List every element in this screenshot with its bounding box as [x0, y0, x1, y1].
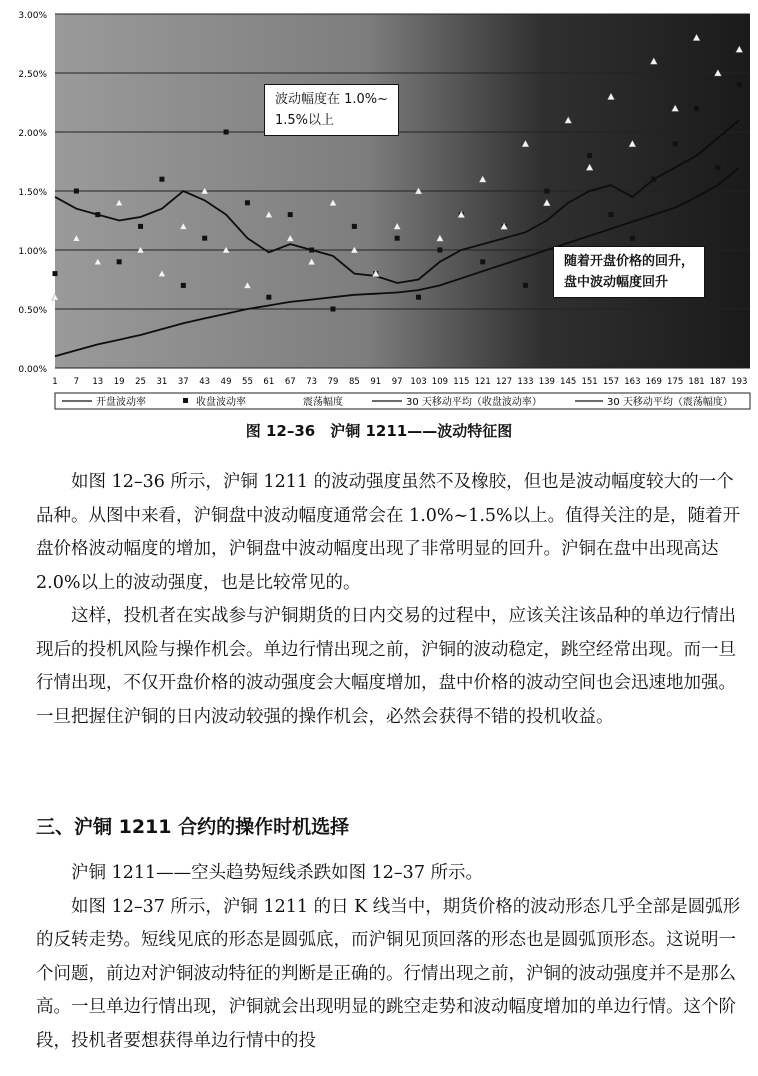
- close-volatility-point: [651, 177, 656, 182]
- paragraph: 沪铜 1211——空头趋势短线杀跌如图 12–37 所示。: [71, 863, 484, 883]
- body-section-2: [36, 857, 744, 1058]
- legend-range: 震荡幅度: [303, 397, 343, 408]
- paragraph: 如图 12–36 所示，沪铜 1211 的波动强度虽然不及橡胶，但也是波动幅度较大的一个品种。从图中来看，沪铜盘中波动幅度通常会在 1.0%~1.5%以上。值得关注的是，随着开盘价格波动幅度的增加，沪铜盘中波动幅度出现了非常明显的回升。沪铜在盘中出现高达 2.0%以上的波动强度，也是比较常见的。: [36, 472, 741, 593]
- y-tick-label: 0.50%: [18, 306, 47, 316]
- y-tick-label: 0.00%: [18, 365, 47, 375]
- x-tick-label: 79: [327, 377, 339, 387]
- x-tick-label: 115: [453, 377, 470, 387]
- y-tick-label: 2.00%: [18, 129, 47, 139]
- x-tick-label: 85: [348, 377, 360, 387]
- x-axis-ticks: [52, 377, 747, 387]
- paragraph: 如图 12–37 所示，沪铜 1211 的日 K 线当中，期货价格的波动形态几乎全部是圆弧形的反转走势。短线见底的形态是圆弧底，而沪铜见顶回落的形态也是圆弧顶形态。这说明一个问题，前边对沪铜波动特征的判断是正确的。行情出现之前，沪铜的波动强度并不是那么高。一旦单边行情出现，沪铜就会出现明显的跳空走势和波动幅度增加的单边行情。这个阶段，投机者要想获得单边行情中的投: [36, 896, 741, 1051]
- close-volatility-point: [352, 224, 357, 229]
- y-tick-label: 2.50%: [18, 70, 47, 80]
- close-volatility-point: [266, 295, 271, 300]
- x-tick-label: 31: [156, 377, 168, 387]
- x-tick-label: 1: [52, 377, 58, 387]
- close-volatility-point: [309, 248, 314, 253]
- legend-ma-close: 30 天移动平均（收盘波动率）: [406, 397, 542, 408]
- x-tick-label: 121: [474, 377, 491, 387]
- close-volatility-point: [587, 153, 592, 158]
- close-volatility-point: [224, 130, 229, 135]
- close-volatility-point: [416, 295, 421, 300]
- x-tick-label: 43: [199, 377, 211, 387]
- close-volatility-point: [202, 236, 207, 241]
- close-volatility-point: [395, 236, 400, 241]
- close-volatility-point: [480, 259, 485, 264]
- x-tick-label: 73: [306, 377, 318, 387]
- x-tick-label: 151: [581, 377, 598, 387]
- close-volatility-point: [288, 212, 293, 217]
- paragraph: 这样，投机者在实战参与沪铜期货的日内交易的过程中，应该关注该品种的单边行情出现后的投机风险与操作机会。单边行情出现之前，沪铜的波动稳定，跳空经常出现。而一旦行情出现，不仅开盘价格的波动强度会大幅度增加，盘中价格的波动空间也会迅速地加强。一旦把握住沪铜的日内波动较强的操作机会，必然会获得不错的投机收益。: [36, 606, 736, 727]
- close-volatility-point: [245, 200, 250, 205]
- x-tick-label: 97: [391, 377, 403, 387]
- x-tick-label: 163: [624, 377, 641, 387]
- close-volatility-point: [737, 82, 742, 87]
- x-tick-label: 103: [410, 377, 427, 387]
- legend-ma-range: 30 天移动平均（震荡幅度）: [607, 397, 733, 408]
- x-tick-label: 19: [113, 377, 125, 387]
- y-tick-label: 1.00%: [18, 247, 47, 257]
- close-volatility-point: [95, 212, 100, 217]
- x-tick-label: 49: [220, 377, 232, 387]
- x-tick-label: 175: [667, 377, 684, 387]
- x-tick-label: 139: [538, 377, 555, 387]
- x-tick-label: 55: [242, 377, 253, 387]
- x-tick-label: 61: [263, 377, 275, 387]
- x-tick-label: 187: [709, 377, 727, 387]
- close-volatility-point: [609, 212, 614, 217]
- legend-open: 开盘波动率: [96, 397, 146, 408]
- annotation-amplitude: 波动幅度在 1.0%~ 1.5%以上: [264, 84, 399, 136]
- x-tick-label: 91: [370, 377, 382, 387]
- x-tick-label: 193: [731, 377, 748, 387]
- close-volatility-point: [630, 236, 635, 241]
- x-tick-label: 109: [431, 377, 449, 387]
- close-volatility-point: [331, 307, 336, 312]
- figure-caption: 图 12–36 沪铜 1211——波动特征图: [245, 422, 513, 440]
- close-volatility-point: [181, 283, 186, 288]
- x-tick-label: 13: [92, 377, 104, 387]
- legend-close: 收盘波动率: [196, 397, 246, 408]
- x-tick-label: 25: [135, 377, 146, 387]
- close-volatility-point: [523, 283, 528, 288]
- x-tick-label: 169: [645, 377, 662, 387]
- legend: [55, 393, 750, 409]
- x-tick-label: 181: [688, 377, 705, 387]
- close-volatility-point: [53, 271, 58, 276]
- close-volatility-point: [715, 165, 720, 170]
- close-volatility-point: [74, 189, 79, 194]
- y-axis-ticks: [18, 11, 47, 375]
- x-tick-label: 37: [177, 377, 189, 387]
- close-volatility-point: [138, 224, 143, 229]
- annotation-rebound: 随着开盘价格的回升， 盘中波动幅度回升: [553, 246, 705, 298]
- x-tick-label: 67: [284, 377, 296, 387]
- close-volatility-point: [437, 248, 442, 253]
- x-tick-label: 7: [73, 377, 80, 387]
- body-section-1: [36, 466, 744, 734]
- x-tick-label: 127: [495, 377, 513, 387]
- close-volatility-point: [159, 177, 164, 182]
- close-volatility-point: [673, 141, 678, 146]
- x-tick-label: 133: [517, 377, 534, 387]
- x-tick-label: 157: [602, 377, 620, 387]
- y-tick-label: 1.50%: [18, 188, 47, 198]
- y-tick-label: 3.00%: [18, 11, 47, 21]
- close-volatility-point: [694, 106, 699, 111]
- volatility-chart: [0, 0, 758, 412]
- close-volatility-point: [117, 259, 122, 264]
- section-heading: 三、沪铜 1211 合约的操作时机选择: [36, 816, 350, 838]
- close-volatility-point: [544, 189, 549, 194]
- x-tick-label: 145: [560, 377, 577, 387]
